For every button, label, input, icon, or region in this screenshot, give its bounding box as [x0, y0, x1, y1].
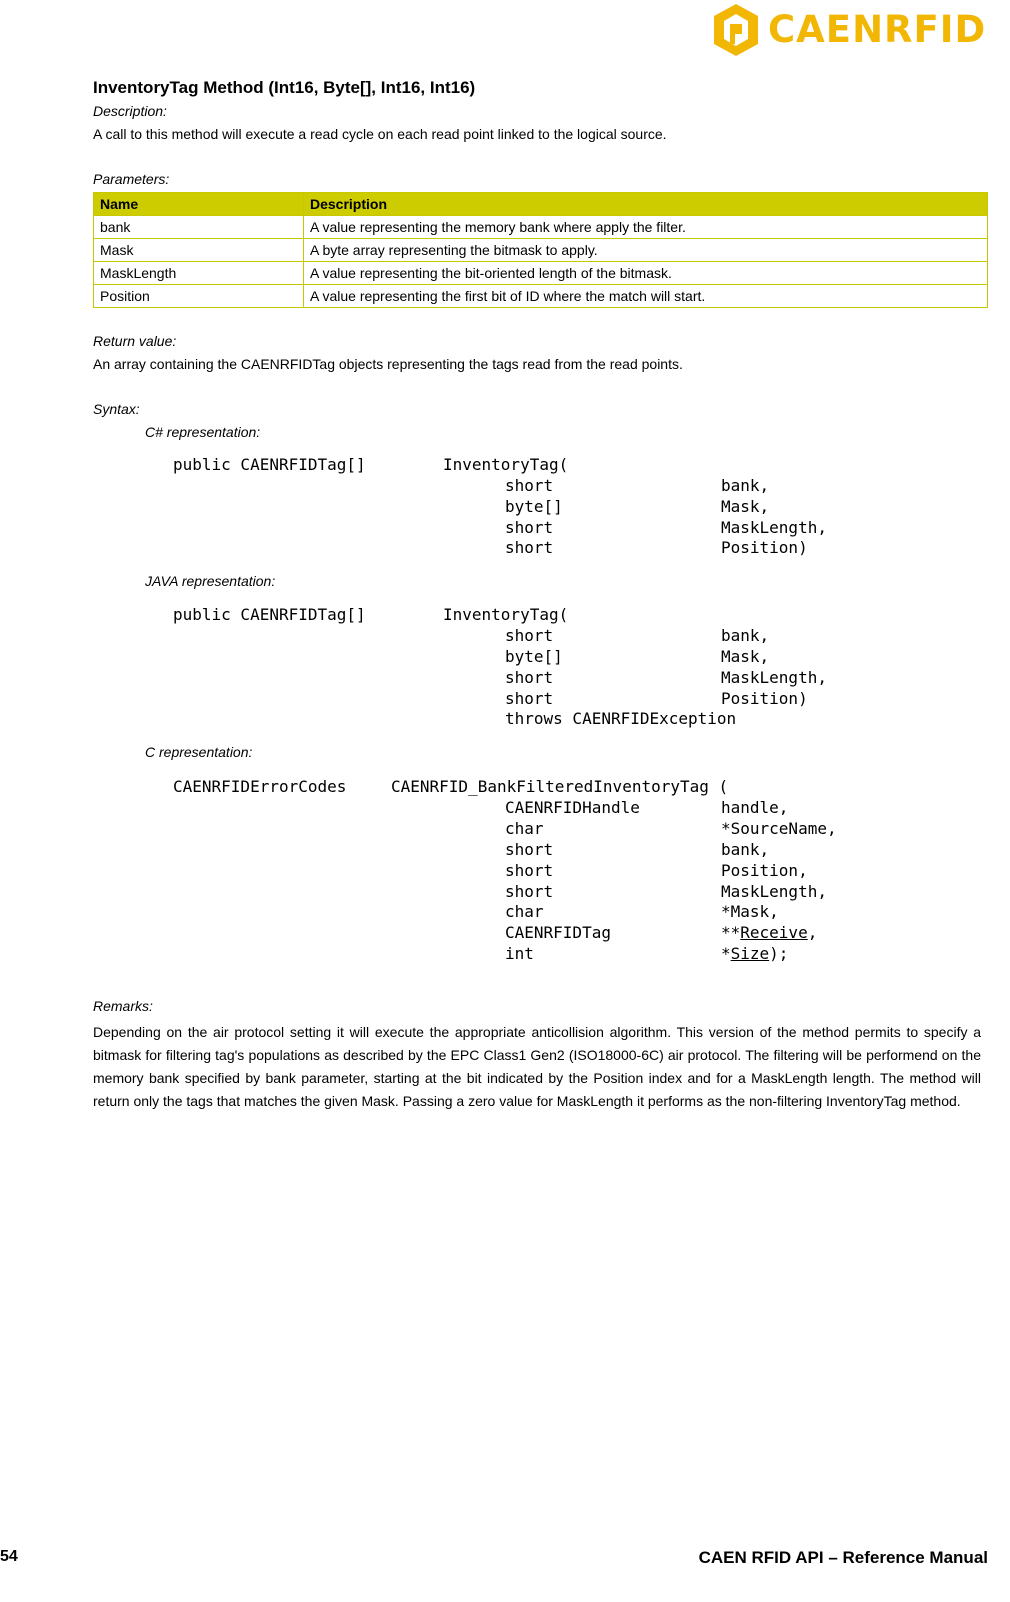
table-row	[94, 285, 988, 308]
code-param-name: MaskLength,	[721, 668, 827, 687]
return-value-text: An array containing the CAENRFIDTag objects representing the tags read from the read points.	[93, 356, 683, 372]
c-label: C representation:	[145, 744, 253, 760]
code-param-type: char	[505, 902, 544, 921]
code-param-type: short	[505, 518, 554, 537]
return-value-label: Return value:	[93, 333, 177, 349]
code-function-name: CAENRFID_BankFilteredInventoryTag (	[391, 777, 729, 796]
page-number: 54	[0, 1548, 18, 1565]
parameters-table	[93, 192, 988, 308]
code-param-name: Mask,	[721, 647, 770, 666]
code-param-name: *Mask,	[721, 902, 779, 921]
code-param-type: short	[505, 626, 554, 645]
param-name: Position	[94, 285, 304, 308]
code-param-type: int	[505, 944, 534, 963]
parameters-label: Parameters:	[93, 171, 170, 187]
param-description: A value representing the first bit of ID where the match will start.	[304, 285, 988, 308]
code-param-name: Position)	[721, 689, 808, 708]
code-param-type: byte[]	[505, 647, 563, 666]
description-text: A call to this method will execute a read cycle on each read point linked to the logical source.	[93, 126, 667, 142]
code-return-type: CAENRFIDErrorCodes	[173, 777, 347, 796]
table-row	[94, 216, 988, 239]
param-description: A value representing the bit-oriented length of the bitmask.	[304, 262, 988, 285]
table-row	[94, 239, 988, 262]
param-name: Mask	[94, 239, 304, 262]
code-param-type: short	[505, 861, 554, 880]
footer-doc-title: CAEN RFID API – Reference Manual	[698, 1548, 988, 1567]
remarks-label: Remarks:	[93, 998, 153, 1014]
java-label: JAVA representation:	[145, 573, 276, 589]
param-suffix: ,	[807, 923, 818, 942]
syntax-label: Syntax:	[93, 401, 140, 417]
code-param-name: bank,	[721, 626, 770, 645]
code-param-type: byte[]	[505, 497, 563, 516]
code-param-name: Position)	[721, 538, 808, 557]
param-description: A value representing the memory bank where apply the filter.	[304, 216, 988, 239]
code-param-receive	[721, 923, 817, 943]
code-param-type: short	[505, 538, 554, 557]
description-label: Description:	[93, 103, 167, 119]
remarks-text: Depending on the air protocol setting it will execute the appropriate anticollision algorithm. This version of the method permits to specify a bitmask for filtering tag's populations as described by the EPC Class1 Gen2 (ISO18000-6C) air protocol. The filtering will be performend on the memory bank specified by bank parameter, starting at the bit indicated by the Position index and for a MaskLength length. The method will return only the tags that matches the given Mask. Passing a zero value for MaskLength it performs as the non-filtering InventoryTag method.	[93, 1024, 981, 1109]
code-param-name: bank,	[721, 476, 770, 495]
code-param-name: Position,	[721, 861, 808, 880]
code-throws: throws CAENRFIDException	[505, 709, 737, 728]
param-name: bank	[94, 216, 304, 239]
code-param-name: MaskLength,	[721, 518, 827, 537]
size-param-name: Size	[730, 944, 770, 963]
caenrfid-logo	[710, 2, 987, 58]
logo-text: CAENRFID	[768, 8, 987, 51]
code-param-type: char	[505, 819, 544, 838]
caenrfid-logo-mark-icon	[710, 2, 762, 58]
code-param-type: CAENRFIDHandle	[505, 798, 640, 817]
code-return-type: public CAENRFIDTag[]	[173, 605, 366, 624]
csharp-label: C# representation:	[145, 424, 261, 440]
param-suffix: );	[769, 944, 789, 963]
code-function-name: InventoryTag(	[443, 455, 569, 474]
code-param-type: short	[505, 882, 554, 901]
param-name: MaskLength	[94, 262, 304, 285]
pointer-prefix: *	[721, 944, 731, 963]
table-header-row	[94, 193, 988, 216]
code-function-name: InventoryTag(	[443, 605, 569, 624]
column-header-description: Description	[304, 193, 988, 216]
method-title: InventoryTag Method (Int16, Byte[], Int16, Int16)	[93, 78, 476, 97]
pointer-prefix: **	[721, 923, 741, 942]
code-param-name: handle,	[721, 798, 789, 817]
code-param-type: CAENRFIDTag	[505, 923, 611, 942]
code-return-type: public CAENRFIDTag[]	[173, 455, 366, 474]
code-param-type: short	[505, 689, 554, 708]
code-param-name: MaskLength,	[721, 882, 827, 901]
code-param-name: Mask,	[721, 497, 770, 516]
code-param-type: short	[505, 668, 554, 687]
code-param-name: *SourceName,	[721, 819, 837, 838]
code-param-type: short	[505, 476, 554, 495]
code-param-size	[721, 944, 788, 964]
column-header-name: Name	[94, 193, 304, 216]
table-row	[94, 262, 988, 285]
code-param-name: bank,	[721, 840, 770, 859]
receive-param-name: Receive	[740, 923, 808, 942]
param-description: A byte array representing the bitmask to apply.	[304, 239, 988, 262]
code-param-type: short	[505, 840, 554, 859]
